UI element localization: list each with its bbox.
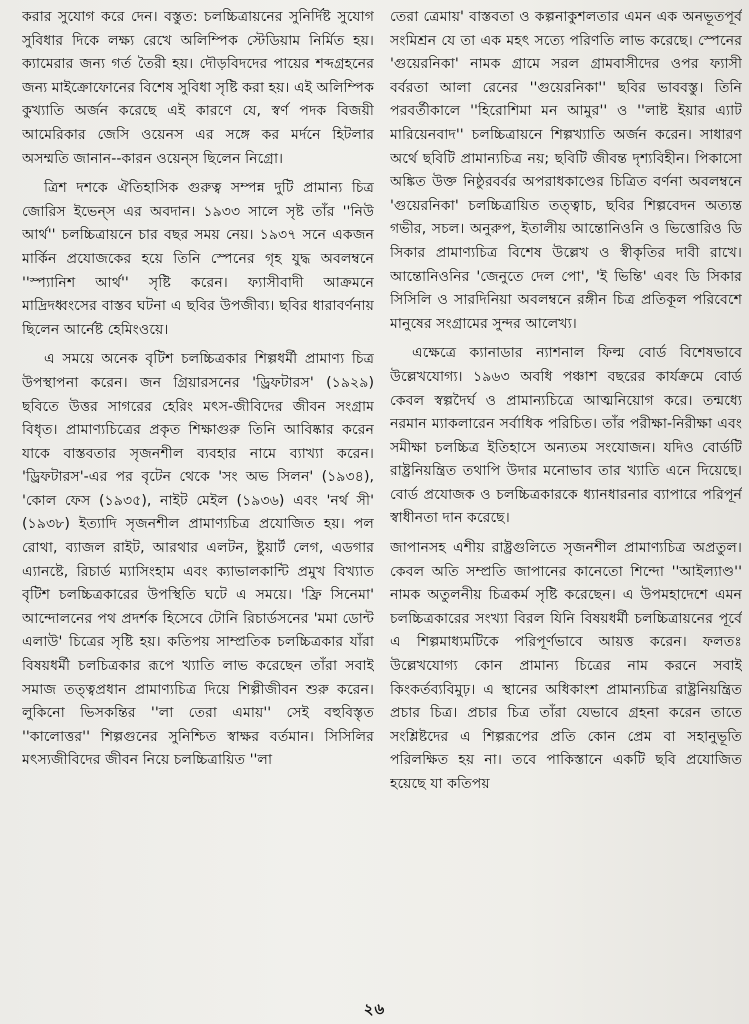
- left-paragraph-3: এ সময়ে অনেক বৃটিশ চলচ্চিত্রকার শিল্পধর্মী প্রামাণ্য চিত্র উপস্থাপনা করেন। জন গ্রিয়ারসনের 'ড্রিফটারস' (১৯২৯) ছবিতে উত্তর সাগরের হেরিং মৎস-জীবিদের জীবন সংগ্রাম বিধৃত। প্রামাণ্যচিত্রের প্রকৃত শিক্ষাগুরু তিনি আবিষ্কার করেন যাকে বাস্তবতার সৃজনশীল ব্যবহার নামে ব্যাখ্যা করেন। 'ড্রিফটারস'-এর পর বৃটেন থেকে 'সং অভ সিলন' (১৯৩৪), 'কোল ফেস (১৯৩৫), নাইট মেইল (১৯৩৬) এবং 'নর্থ সী' (১৯৩৮) ইত্যাদি সৃজনশীল প্রামাণ্যচিত্র প্রযোজিত হয়। পল রোথা, ব্যাজল রাইট, আরথার এলটন, ষ্টুয়ার্ট লেগ, এডগার এ্যানষ্টে, রিচার্ড ম্যাসিংহাম এবং ক্যাভালকান্টি প্রমুখ বিখ্যাত বৃটিশ চলচ্চিত্রকারের উপস্থিতি ঘটে এ সময়ে। 'ফ্রি সিনেমা' আন্দোলনের পথ প্রদর্শক হিসেবে টোনি রিচার্ডসনের 'মমা ডোন্ট এলাউ' চিত্রের সৃষ্টি হয়। কতিপয় সাম্প্রতিক চলচ্চিত্রকার যাঁরা বিষয়ধর্মী চলচিত্রকার রূপে খ্যাতি লাভ করেছেন তাঁরা সবাই সমাজ তত্ত্বপ্রধান প্রামাণ্যচিত্র দিয়ে শিল্পীজীবন শুরু করেন। লুকিনো ভিসকন্তির ''লা তেরা এমায়'' সেই বহুবিস্তৃত ''কালোত্তর'' শিল্পগুনের সুনিশ্চিত স্বাক্ষর বর্তমান। সিসিলির মৎস্যজীবিদের জীবন নিয়ে চলচ্চিত্রায়িত ''লা: [22, 351, 374, 769]
- right-column: [390, 6, 742, 986]
- left-column: [22, 6, 374, 986]
- left-paragraph-1: করার সুযোগ করে দেন। বস্তুত: চলচ্চিত্রায়নের সুনির্দিষ্ট সুযোগ সুবিধার দিকে লক্ষ্য রেখে অলিম্পিক স্টেডিয়াম নির্মিত হয়। ক্যামেরার জন্য গর্ত তৈরী হয়। দৌড়বিদদের পায়ের শব্দগ্রহনের জন্য মাইক্রোফোনের বিশেষ সুবিধা সৃষ্টি করা হয়। এই অলিম্পিক কুখ্যাতি অর্জন করেছে এই কারণে যে, স্বর্ণ পদক বিজয়ী আমেরিকার জেসি ওয়েনস এর সঙ্গে কর মর্দনে হিটলার অসম্মতি জানান--কারন ওয়েন্‌স ছিলেন নিগ্রো।: [22, 9, 374, 167]
- page-number: ২৬: [363, 1000, 386, 1018]
- right-paragraph-1: তেরা ত্রেমায়' বাস্তবতা ও কল্পনাকুশলতার এমন এক অনভূতপূর্ব সংমিশ্রন যে তা এক মহৎ সত্যে পরিণতি লাভ করেছে। স্পেনের 'গুয়েরনিকা' নামক গ্রামে সরল গ্রামবাসীদের ওপর ফ্যাসী বর্বরতা আলা রেনের ''গুয়েরনিকা'' ছবির ভাববস্তু। তিনি পরবর্তীকালে ''হিরোশিমা মন আমুর'' ও ''লাষ্ট ইয়ার এ্যাট মারিয়েনবাদ'' চলচ্চিত্রায়নে শিল্পখ্যাতি অর্জন করেন। সাধারণ অর্থে ছবিটি প্রামান্যচিত্র নয়; ছবিটি জীবন্ত দৃশ্যবিহীন। পিকাসো অঙ্কিত উক্ত নিষ্ঠুরবর্বর অপরাধকাণ্ডের চিত্রিত বর্ণনা অবলম্বনে 'গুয়েরনিকা' চলচ্চিত্রায়িত তত্ত্বাচ, ছবির শিল্পবেদন অত্যন্ত গভীর, সচল। অনুরুপ, ইতালীয় আন্তোনিওনি ও ভিত্তোরিও ডি সিকার প্রামাণ্যচিত্র বিশেষ উল্লেখ ও স্বীকৃতির দাবী রাখে। আন্তোনিওনির 'জেনুতে দেল পো', 'ই ভিন্তি' এবং ডি সিকার সিসিলি ও সারদিনিয়া অবলম্বনে রঙ্গীন চিত্র প্রতিকূল পরিবেশে মানুষের সংগ্রামের সুন্দর আলেখ্য।: [390, 9, 742, 332]
- right-paragraph-2: এক্ষেত্রে ক্যানাডার ন্যাশনাল ফিল্ম বোর্ড বিশেষভাবে উল্লেখযোগ্য। ১৯৬৩ অবধি পঞ্চাশ বছরের কার্যক্রমে বোর্ড কেবল স্বল্পদৈর্ঘ ও প্রামান্যচিত্রে আত্মনিয়োগ করে। তন্মধ্যে নরমান ম্যাকলারেন সর্বাধিক পরিচিত। তাঁর পরীক্ষা-নিরীক্ষা এবং সমীক্ষা চলচ্চিত্র ইতিহাসে অন্যতম সংযোজন। যদিও বোর্ডটি রাষ্ট্রনিয়ন্ত্রিত তথাপি উদার মনোভাব তার খ্যাতি এনে দিয়েছে। বোর্ড প্রযোজক ও চলচ্চিত্রকারকে ধ্যানধারনার ব্যাপারে পরিপূর্ন স্বাধীনতা দান করেছে।: [390, 345, 742, 527]
- left-paragraph-2: ত্রিশ দশকে ঐতিহাসিক গুরুত্ব সম্পন্ন দুটি প্রামান্য চিত্র জোরিস ইভেন্‌স এর অবদান। ১৯৩৩ সালে সৃষ্ট তাঁর ''নিউ আর্থ'' চলচ্চিত্রায়নে চার বছর সময় নেয়। ১৯৩৭ সনে একজন মার্কিন প্রযোজকের হয়ে তিনি স্পেনের গৃহ যুদ্ধ অবলম্বনে ''স্প্যানিশ আর্থ'' সৃষ্টি করেন। ফ্যাসীবাদী আক্রমনে মাদ্রিদধ্বংসের বাস্তব ঘটনা এ ছবির উপজীব্য। ছবির ধারাবর্ণনায় ছিলেন আর্নেষ্ট হেমিংওয়ে।: [22, 180, 374, 338]
- right-paragraph-3: জাপানসহ এশীয় রাষ্ট্রগুলিতে সৃজনশীল প্রামাণ্যচিত্র অপ্রতুল। কেবল অতি সম্প্রতি জাপানের কানেতো শিন্দো ''আইল্যাণ্ড'' নামক অতুলনীয় চিত্রকর্ম সৃষ্টি করেছেন। এ উপমহাদেশে এমন চলচ্চিত্রকারের সংখ্যা বিরল যিনি বিষয়ধর্মী চলচ্চিত্রায়নের পূর্বে এ শিল্পমাধ্যমটিকে পরিপূর্ণভাবে আয়ত্ত করেন। ফলতঃ উল্লেখযোগ্য কোন প্রামান্য চিত্রের নাম করনে সবাই কিংকর্তব্যবিমুঢ়। এ স্থানের অধিকাংশ প্রামান্যচিত্র রাষ্ট্রনিয়ন্ত্রিত প্রচার চিত্র। প্রচার চিত্র তাঁরা যেভাবে গ্রহনা করেন তাতে সংশ্লিষ্টদের এ শিল্পরূপের প্রতি কোন প্রেম বা সহানুভূতি পরিলক্ষিত হয় না। তবে পাকিস্তানে একটি ছবি প্রযোজিত হয়েছে যা কতিপয়: [390, 540, 742, 792]
